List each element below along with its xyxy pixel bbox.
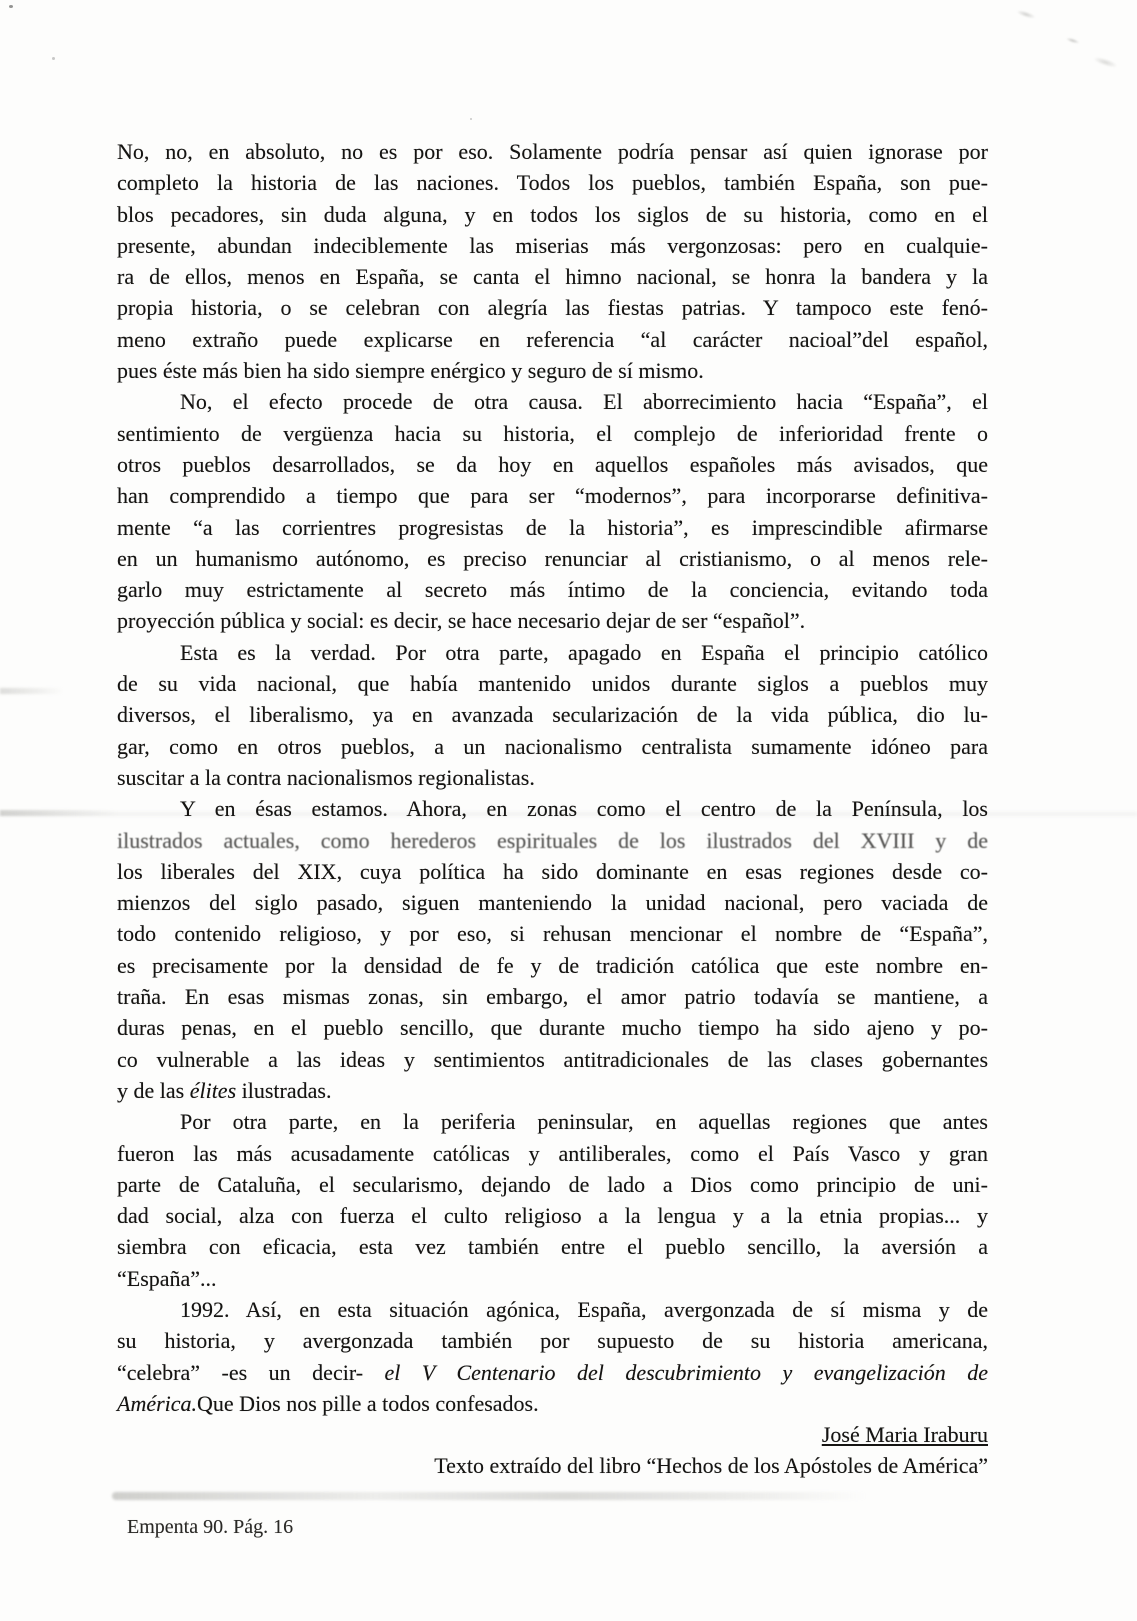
attribution-line: Texto extraído del libro “Hechos de los Apóstoles de América” bbox=[434, 1453, 988, 1479]
text-line bbox=[117, 918, 988, 949]
text-line bbox=[117, 167, 988, 198]
text-run: traña. En esas mismas zonas, sin embargo, el amor patrio todavía se mantiene, a bbox=[117, 984, 988, 1010]
scan-speck bbox=[52, 57, 55, 60]
scan-speck bbox=[9, 5, 13, 8]
text-run: mente “a las corrientres progresistas de la historia”, es imprescindible afirmarse bbox=[117, 514, 988, 540]
text-line bbox=[117, 1138, 988, 1169]
text-line bbox=[117, 324, 988, 355]
text-run: meno extraño puede explicarse en referencia “al carácter nacioal”del español, bbox=[117, 326, 988, 352]
text-line bbox=[117, 637, 988, 668]
text-run: presente, abundan indeciblemente las miserias más vergonzosas: pero en cualquie- bbox=[117, 232, 988, 258]
paragraph bbox=[117, 386, 988, 636]
text-line bbox=[117, 1263, 988, 1294]
paragraph bbox=[117, 1294, 988, 1419]
text-line bbox=[117, 543, 988, 574]
text-line bbox=[117, 292, 988, 323]
text-line bbox=[117, 261, 988, 292]
scan-smudge bbox=[112, 1492, 867, 1500]
text-run: todo contenido religioso, y por eso, si rehusan mencionar el nombre de “España”, bbox=[117, 921, 988, 947]
text-line bbox=[117, 1012, 988, 1043]
text-line bbox=[117, 480, 988, 511]
text-run: siembra con eficacia, esta vez también entre el pueblo sencillo, la aversión a bbox=[117, 1234, 988, 1260]
text-line bbox=[117, 136, 988, 167]
text-line bbox=[117, 449, 988, 480]
italic-text-run: el V Centenario del descubrimiento y evangelización de bbox=[384, 1359, 988, 1385]
text-line bbox=[117, 1231, 988, 1262]
text-run: los liberales del XIX, cuya política ha sido dominante en esas regiones desde co- bbox=[117, 858, 988, 884]
scan-smudge-corner bbox=[924, 0, 1137, 87]
text-line bbox=[117, 668, 988, 699]
text-run: “celebra” -es un decir- bbox=[117, 1359, 385, 1385]
text-line bbox=[117, 1169, 988, 1200]
text-line bbox=[117, 1075, 988, 1106]
italic-text-run: América. bbox=[117, 1390, 198, 1416]
text-line bbox=[117, 981, 988, 1012]
text-line bbox=[117, 699, 988, 730]
text-run: diversos, el liberalismo, ya en avanzada secularización de la vida pública, dio lu- bbox=[117, 702, 988, 728]
paragraph bbox=[117, 136, 988, 386]
text-run: pues éste más bien ha sido siempre enérgico y seguro de sí mismo. bbox=[117, 358, 704, 384]
text-run: han comprendido a tiempo que para ser “modernos”, para incorporarse definitiva- bbox=[117, 483, 988, 509]
text-line bbox=[117, 605, 988, 636]
text-run: parte de Cataluña, el secularismo, dejando de lado a Dios como principio de uni- bbox=[117, 1171, 988, 1197]
text-run: y de las bbox=[117, 1077, 190, 1103]
text-run: mienzos del siglo pasado, siguen manteniendo la unidad nacional, pero vaciada de bbox=[117, 890, 988, 916]
text-run: Que Dios nos pille a todos confesados. bbox=[197, 1390, 539, 1416]
text-run: blos pecadores, sin duda alguna, y en todos los siglos de su historia, como en el bbox=[117, 201, 988, 227]
text-run: co vulnerable a las ideas y sentimientos antitradicionales de las clases gobernantes bbox=[117, 1046, 988, 1072]
paragraph bbox=[117, 1106, 988, 1294]
text-line bbox=[117, 731, 988, 762]
text-run: Esta es la verdad. Por otra parte, apagado en España el principio católico bbox=[180, 639, 988, 665]
text-line bbox=[117, 230, 988, 261]
document-text bbox=[117, 136, 988, 1482]
text-run: otros pueblos desarrollados, se da hoy en aquellos españoles más avisados, que bbox=[117, 451, 988, 477]
text-run: No, el efecto procede de otra causa. El aborrecimiento hacia “España”, el bbox=[180, 389, 988, 415]
text-run: propia historia, o se celebran con alegría las fiestas patrias. Y tampoco este fenó- bbox=[117, 295, 988, 321]
text-line bbox=[117, 887, 988, 918]
text-line bbox=[117, 856, 988, 887]
text-run: gar, como en otros pueblos, a un nacionalismo centralista sumamente idóneo para bbox=[117, 733, 988, 759]
text-run: proyección pública y social: es decir, se hace necesario dejar de ser “español”. bbox=[117, 608, 806, 634]
text-line bbox=[117, 418, 988, 449]
text-line bbox=[117, 1200, 988, 1231]
text-run: su historia, y avergonzada también por supuesto de su historia americana, bbox=[117, 1328, 988, 1354]
text-line bbox=[117, 199, 988, 230]
text-run: sentimiento de vergüenza hacia su historia, el complejo de inferioridad frente o bbox=[117, 420, 988, 446]
text-line bbox=[117, 1325, 988, 1356]
text-line bbox=[117, 355, 988, 386]
text-run: ilustradas. bbox=[236, 1077, 332, 1103]
text-line bbox=[117, 574, 988, 605]
text-run: “España”... bbox=[117, 1265, 217, 1291]
text-run: Por otra parte, en la periferia peninsular, en aquellas regiones que antes bbox=[180, 1109, 988, 1135]
scan-smudge bbox=[0, 810, 118, 816]
text-line bbox=[117, 1388, 988, 1419]
text-run: de su vida nacional, que había mantenido unidos durante siglos a pueblos muy bbox=[117, 671, 988, 697]
scan-smudge bbox=[0, 688, 64, 694]
text-run: 1992. Así, en esta situación agónica, España, avergonzada de sí misma y de bbox=[180, 1296, 988, 1322]
signature-block bbox=[117, 1419, 988, 1450]
paragraph bbox=[117, 637, 988, 793]
text-run: en un humanismo autónomo, es preciso renunciar al cristianismo, o al menos rele- bbox=[117, 545, 988, 571]
text-run: ra de ellos, menos en España, se canta el himno nacional, se honra la bandera y la bbox=[117, 264, 988, 290]
scan-speck bbox=[470, 118, 472, 120]
text-run: es precisamente por la densidad de fe y de tradición católica que este nombre en- bbox=[117, 952, 988, 978]
text-line bbox=[117, 762, 988, 793]
text-run: No, no, en absoluto, no es por eso. Solamente podría pensar así quien ignorase por bbox=[117, 139, 988, 164]
page-footer: Empenta 90. Pág. 16 bbox=[127, 1516, 294, 1538]
text-run: garlo muy estrictamente al secreto más íntimo de la conciencia, evitando toda bbox=[117, 577, 988, 603]
paragraph bbox=[117, 793, 988, 1106]
text-run: Y en ésas estamos. Ahora, en zonas como el centro de la Península, los bbox=[180, 796, 988, 822]
text-run: ilustrados actuales, como herederos espirituales de los ilustrados del XVIII y de bbox=[117, 827, 988, 853]
text-run: completo la historia de las naciones. Todos los pueblos, también España, son pue- bbox=[117, 170, 988, 196]
text-line bbox=[117, 512, 988, 543]
text-run: fueron las más acusadamente católicas y antiliberales, como el País Vasco y gran bbox=[117, 1140, 988, 1166]
text-line bbox=[117, 825, 988, 856]
text-line bbox=[117, 793, 988, 824]
text-run: suscitar a la contra nacionalismos regionalistas. bbox=[117, 764, 535, 790]
italic-text-run: élites bbox=[189, 1077, 237, 1103]
text-run: duras penas, en el pueblo sencillo, que durante mucho tiempo ha sido ajeno y po- bbox=[117, 1015, 988, 1041]
text-line bbox=[117, 950, 988, 981]
text-line bbox=[117, 1357, 988, 1388]
text-line bbox=[117, 1106, 988, 1137]
text-line bbox=[117, 1044, 988, 1075]
text-run: dad social, alza con fuerza el culto religioso a la lengua y a la etnia propias... y bbox=[117, 1203, 988, 1229]
text-line bbox=[117, 386, 988, 417]
signature: José Maria Iraburu bbox=[821, 1422, 988, 1448]
text-line bbox=[117, 1294, 988, 1325]
